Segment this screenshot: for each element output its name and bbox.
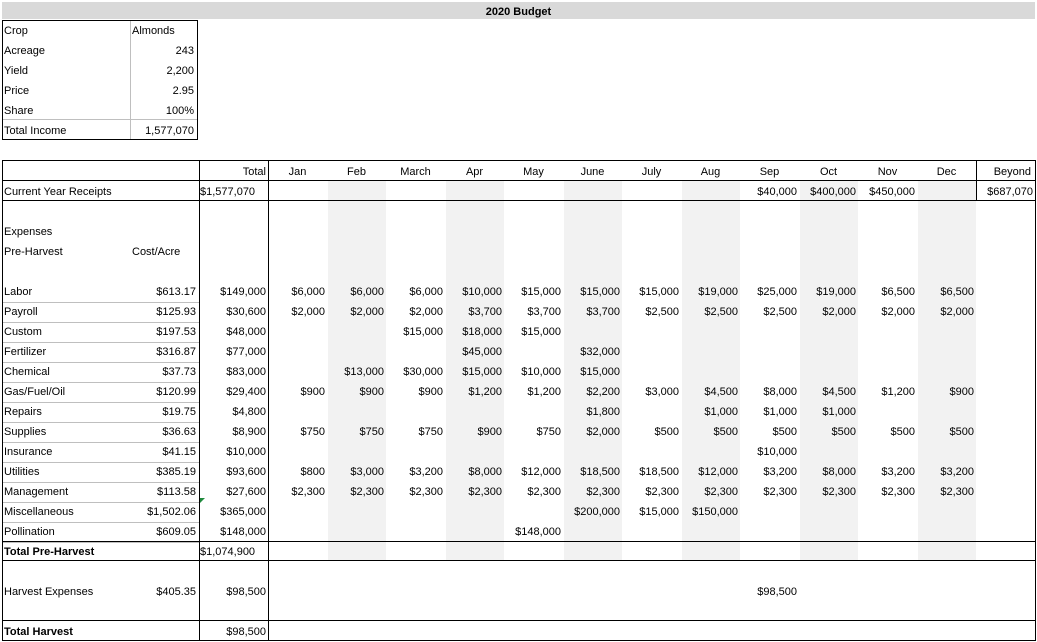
row-line-custom [3,342,199,343]
expense-custom-may[interactable]: $15,000 [521,326,561,338]
crop-info-label-price: Price [4,85,30,97]
col-header-beyond: Beyond [993,166,1031,178]
expense-fertilizer-jun[interactable]: $32,000 [580,346,620,358]
expense-cost-fertilizer[interactable]: $316.87 [156,346,196,358]
receipts-label: Current Year Receipts [4,186,112,198]
row-line-gas-fuel-oil [3,402,199,403]
expense-management-oct[interactable]: $2,300 [822,486,856,498]
expense-gas-fuel-oil-may[interactable]: $1,200 [527,386,561,398]
crop-info-value-share[interactable]: 100% [165,105,194,117]
expense-cost-utilities[interactable]: $385.19 [156,466,196,478]
expense-utilities-mar[interactable]: $3,200 [409,466,443,478]
expense-labor-oct[interactable]: $19,000 [816,286,856,298]
receipts-beyond[interactable]: $687,070 [987,186,1033,198]
total-pre-harvest-value[interactable]: $1,074,900 [200,546,256,558]
row-line-chemical [3,382,199,383]
row-line-insurance [3,462,199,463]
row-line-labor [3,302,199,303]
expense-labor-jun[interactable]: $15,000 [580,286,620,298]
expense-utilities-jun[interactable]: $18,500 [580,466,620,478]
harvest-bottom-line [2,620,1036,621]
expense-miscellaneous-jun[interactable]: $200,000 [574,506,620,518]
expense-utilities-apr[interactable]: $8,000 [468,466,502,478]
expense-cost-supplies[interactable]: $36.63 [162,426,196,438]
expense-payroll-jul[interactable]: $2,500 [645,306,679,318]
harvest-expenses-cost[interactable]: $405.35 [156,586,196,598]
expense-gas-fuel-oil-nov[interactable]: $1,200 [881,386,915,398]
col-header-jan: Jan [288,166,307,178]
expense-payroll-oct[interactable]: $2,000 [822,306,856,318]
expense-labor-feb[interactable]: $6,000 [350,286,384,298]
total-pre-harvest-label: Total Pre-Harvest [4,546,95,558]
expense-payroll-mar[interactable]: $2,000 [409,306,443,318]
expense-pollination-may[interactable]: $148,000 [515,526,561,538]
col-header-may: May [523,166,544,178]
crop-info-box [2,20,198,140]
expense-chemical-apr[interactable]: $15,000 [462,366,502,378]
crop-info-label-acreage: Acreage [4,45,45,57]
expense-cost-pollination[interactable]: $609.05 [156,526,196,538]
crop-info-label-crop: Crop [4,25,28,37]
pre-harvest-heading: Pre-Harvest [4,246,63,258]
expense-labor-may[interactable]: $15,000 [521,286,561,298]
expense-gas-fuel-oil-feb[interactable]: $900 [359,386,384,398]
crop-info-label-yield: Yield [4,65,29,77]
expense-utilities-jan[interactable]: $800 [300,466,325,478]
expense-payroll-sep[interactable]: $2,500 [763,306,797,318]
expense-label-fertilizer: Fertilizer [4,346,47,358]
expense-payroll-may[interactable]: $3,700 [527,306,561,318]
expense-labor-dec[interactable]: $6,500 [940,286,974,298]
page-title: 2020 Budget [485,6,552,18]
expense-supplies-jul[interactable]: $500 [654,426,679,438]
expense-total-pollination[interactable]: $148,000 [220,526,266,538]
expense-total-supplies[interactable]: $8,900 [232,426,266,438]
total-harvest-value[interactable]: $98,500 [226,626,266,638]
receipts-oct[interactable]: $400,000 [810,186,856,198]
expense-total-insurance[interactable]: $10,000 [226,446,266,458]
col-header-sep: Sep [759,166,780,178]
expense-payroll-apr[interactable]: $3,700 [468,306,502,318]
expense-supplies-feb[interactable]: $750 [359,426,384,438]
crop-info-value-yield[interactable]: 2,200 [166,65,194,77]
crop-info-divider [130,21,131,139]
col-header-total: Total [242,166,266,178]
expense-cost-insurance[interactable]: $41.15 [162,446,196,458]
expense-label-chemical: Chemical [4,366,50,378]
col-header-mar: March [400,166,431,178]
expense-utilities-feb[interactable]: $3,000 [350,466,384,478]
expense-gas-fuel-oil-oct[interactable]: $4,500 [822,386,856,398]
expense-gas-fuel-oil-mar[interactable]: $900 [418,386,443,398]
cost-acre-heading: Cost/Acre [132,246,181,258]
expense-cost-management[interactable]: $113.58 [157,486,196,498]
expense-chemical-may[interactable]: $10,000 [521,366,561,378]
row-line-management [3,502,199,503]
expense-utilities-aug[interactable]: $12,000 [698,466,738,478]
expense-cost-repairs[interactable]: $19.75 [162,406,196,418]
expense-payroll-jun[interactable]: $3,700 [586,306,620,318]
col-header-apr: Apr [465,166,484,178]
expense-labor-jan[interactable]: $6,000 [291,286,325,298]
expense-utilities-nov[interactable]: $3,200 [881,466,915,478]
expense-management-jun[interactable]: $2,300 [586,486,620,498]
col-header-aug: Aug [700,166,721,178]
receipts-bottom-line [2,200,1036,201]
crop-info-row-line [3,119,197,120]
expense-label-management: Management [4,486,69,498]
expense-labor-nov[interactable]: $6,500 [881,286,915,298]
expense-total-chemical[interactable]: $83,000 [226,366,266,378]
crop-info-value-total-income[interactable]: 1,577,070 [145,125,194,137]
expense-utilities-dec[interactable]: $3,200 [940,466,974,478]
row-line-utilities [3,482,199,483]
row-line-pollination [3,542,199,543]
expense-gas-fuel-oil-sep[interactable]: $8,000 [763,386,797,398]
expense-labor-sep[interactable]: $25,000 [757,286,797,298]
expense-payroll-jan[interactable]: $2,000 [291,306,325,318]
expense-utilities-jul[interactable]: $18,500 [639,466,679,478]
expense-custom-mar[interactable]: $15,000 [403,326,443,338]
crop-info-value-acreage[interactable]: 243 [175,45,194,57]
expense-label-insurance: Insurance [4,446,53,458]
expense-management-jan[interactable]: $2,300 [291,486,325,498]
expense-supplies-dec[interactable]: $500 [949,426,974,438]
receipts-nov[interactable]: $450,000 [869,186,915,198]
expense-supplies-mar[interactable]: $750 [418,426,443,438]
expense-repairs-jun[interactable]: $1,800 [586,406,620,418]
expense-gas-fuel-oil-aug[interactable]: $4,500 [704,386,738,398]
expense-total-payroll[interactable]: $30,600 [226,306,266,318]
header-bottom-line [2,180,1036,181]
expense-label-payroll: Payroll [4,306,38,318]
expense-management-apr[interactable]: $2,300 [468,486,502,498]
expense-total-gas-fuel-oil[interactable]: $29,400 [226,386,266,398]
expense-label-custom: Custom [4,326,42,338]
expense-gas-fuel-oil-jun[interactable]: $2,200 [586,386,620,398]
expense-label-supplies: Supplies [4,426,47,438]
expense-payroll-aug[interactable]: $2,500 [704,306,738,318]
expense-management-feb[interactable]: $2,300 [350,486,384,498]
expense-payroll-dec[interactable]: $2,000 [940,306,974,318]
expense-labor-aug[interactable]: $19,000 [698,286,738,298]
receipts-total[interactable]: $1,577,070 [200,186,256,198]
expense-chemical-mar[interactable]: $30,000 [403,366,443,378]
col-header-feb: Feb [347,166,366,178]
expense-insurance-sep[interactable]: $10,000 [757,446,797,458]
expense-repairs-sep[interactable]: $1,000 [763,406,797,418]
row-line-miscellaneous [3,522,199,523]
expense-gas-fuel-oil-jul[interactable]: $3,000 [645,386,679,398]
expense-utilities-may[interactable]: $12,000 [521,466,561,478]
expense-supplies-sep[interactable]: $500 [772,426,797,438]
expense-supplies-jan[interactable]: $750 [300,426,325,438]
expense-total-fertilizer[interactable]: $77,000 [226,346,266,358]
expense-utilities-sep[interactable]: $3,200 [763,466,797,478]
expense-payroll-feb[interactable]: $2,000 [350,306,384,318]
col-header-jun: June [580,166,605,178]
expense-miscellaneous-aug[interactable]: $150,000 [692,506,738,518]
expense-label-miscellaneous: Miscellaneous [4,506,74,518]
expense-cost-chemical[interactable]: $37.73 [162,366,196,378]
expense-supplies-aug[interactable]: $500 [713,426,738,438]
expense-supplies-oct[interactable]: $500 [831,426,856,438]
expense-repairs-oct[interactable]: $1,000 [822,406,856,418]
expense-labor-apr[interactable]: $10,000 [462,286,502,298]
col-line-cost-right [199,160,200,641]
expense-total-utilities[interactable]: $93,600 [226,466,266,478]
crop-info-label-total-income: Total Income [4,125,67,137]
harvest-expenses-label: Harvest Expenses [4,586,94,598]
expense-management-nov[interactable]: $2,300 [881,486,915,498]
expense-management-mar[interactable]: $2,300 [409,486,443,498]
expense-chemical-feb[interactable]: $13,000 [344,366,384,378]
crop-info-value-crop[interactable]: Almonds [132,25,175,37]
expense-total-miscellaneous[interactable]: $365,000 [220,506,266,518]
col-header-oct: Oct [819,166,838,178]
expense-custom-apr[interactable]: $18,000 [462,326,502,338]
expense-total-labor[interactable]: $149,000 [220,286,266,298]
expense-utilities-oct[interactable]: $8,000 [822,466,856,478]
expense-supplies-may[interactable]: $750 [536,426,561,438]
expense-label-repairs: Repairs [4,406,42,418]
row-line-fertilizer [3,362,199,363]
crop-info-value-price[interactable]: 2.95 [172,85,194,97]
expense-label-pollination: Pollination [4,526,55,538]
row-line-supplies [3,442,199,443]
expense-label-gas-fuel-oil: Gas/Fuel/Oil [4,386,66,398]
expense-supplies-jun[interactable]: $2,000 [586,426,620,438]
expense-gas-fuel-oil-jan[interactable]: $900 [300,386,325,398]
cell-marker-icon [200,498,205,503]
row-line-payroll [3,322,199,323]
row-line-repairs [3,422,199,423]
expense-management-sep[interactable]: $2,300 [763,486,797,498]
expense-cost-labor[interactable]: $613.17 [156,286,196,298]
expense-cost-gas-fuel-oil[interactable]: $120.99 [156,386,196,398]
expense-management-may[interactable]: $2,300 [527,486,561,498]
total-harvest-label: Total Harvest [4,626,73,638]
expense-management-aug[interactable]: $2,300 [704,486,738,498]
budget-table [2,160,1036,641]
expense-management-jul[interactable]: $2,300 [645,486,679,498]
expense-gas-fuel-oil-apr[interactable]: $1,200 [468,386,502,398]
harvest-expenses-total[interactable]: $98,500 [226,586,266,598]
expense-miscellaneous-jul[interactable]: $15,000 [639,506,679,518]
expense-gas-fuel-oil-dec[interactable]: $900 [949,386,974,398]
col-header-dec: Dec [936,166,957,178]
expense-repairs-aug[interactable]: $1,000 [704,406,738,418]
expense-fertilizer-apr[interactable]: $45,000 [462,346,502,358]
expense-labor-mar[interactable]: $6,000 [409,286,443,298]
receipts-sep[interactable]: $40,000 [757,186,797,198]
col-header-jul: July [641,166,662,178]
expense-chemical-jun[interactable]: $15,000 [580,366,620,378]
col-line-total-right [268,160,269,641]
expense-cost-miscellaneous[interactable]: $1,502.06 [147,506,196,518]
expense-total-repairs[interactable]: $4,800 [232,406,266,418]
expense-total-custom[interactable]: $48,000 [226,326,266,338]
expense-management-dec[interactable]: $2,300 [940,486,974,498]
expense-supplies-apr[interactable]: $900 [477,426,502,438]
total-pre-harvest-top-line [2,541,1036,542]
expense-supplies-nov[interactable]: $500 [890,426,915,438]
crop-info-label-share: Share [4,105,34,117]
expense-labor-jul[interactable]: $15,000 [639,286,679,298]
total-pre-harvest-bottom-line [2,560,1036,561]
col-header-nov: Nov [877,166,898,178]
expense-payroll-nov[interactable]: $2,000 [881,306,915,318]
expense-total-management[interactable]: $27,600 [226,486,266,498]
expense-label-utilities: Utilities [4,466,40,478]
expense-cost-custom[interactable]: $197.53 [156,326,196,338]
expenses-heading: Expenses [4,226,53,238]
harvest-expenses-sep[interactable]: $98,500 [757,586,797,598]
expense-cost-payroll[interactable]: $125.93 [156,306,196,318]
expense-label-labor: Labor [4,286,33,298]
